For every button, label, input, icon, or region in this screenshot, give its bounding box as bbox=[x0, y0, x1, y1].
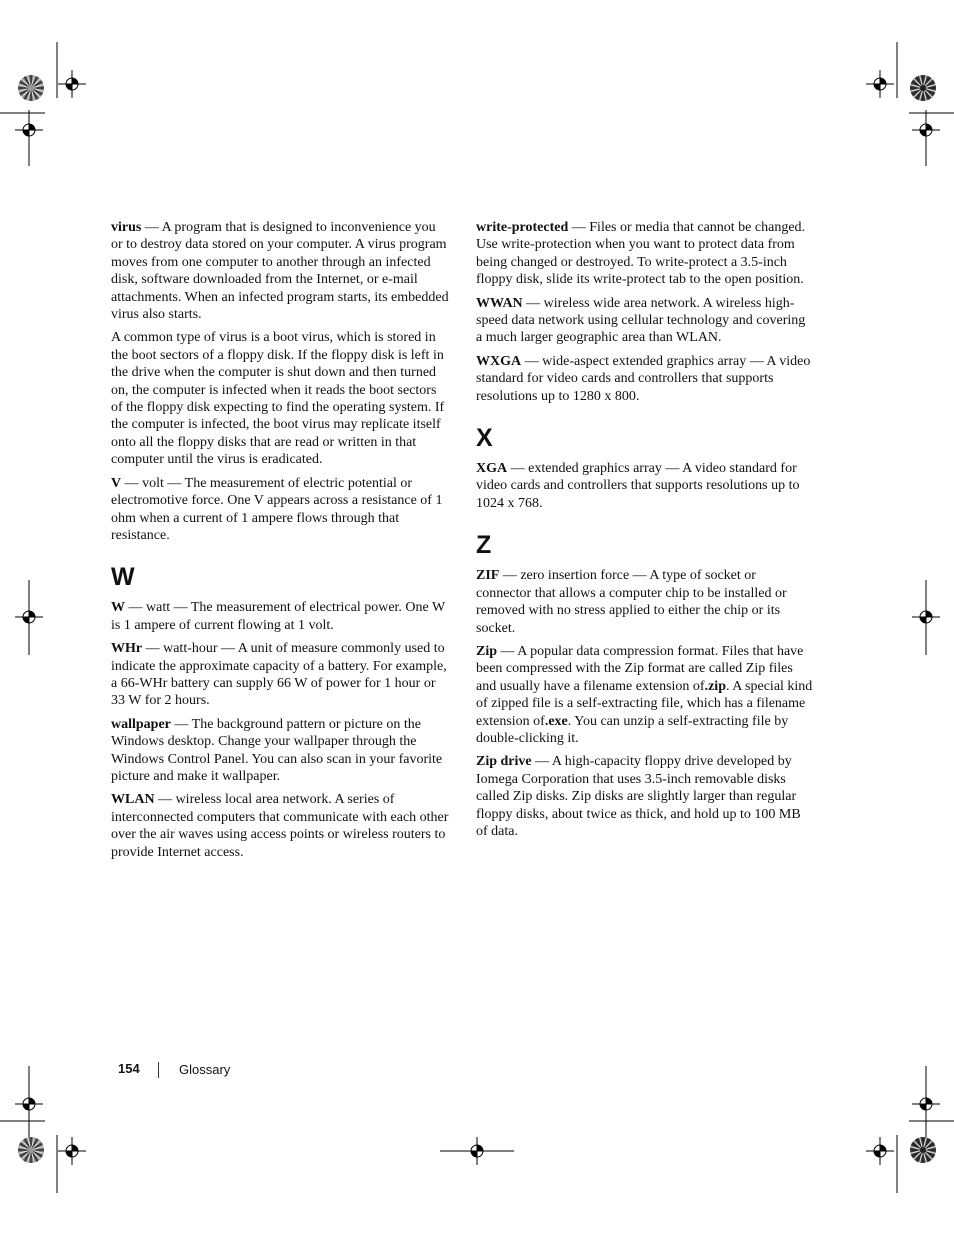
left-column bbox=[111, 219, 449, 867]
entry-write-protected bbox=[476, 219, 814, 289]
entry-term: wallpaper bbox=[111, 716, 171, 732]
footer-divider bbox=[158, 1062, 159, 1078]
entry-definition: — Files or media that cannot be changed. Use write-protection when you want to protect data from being changed or destroyed. To write-protect a 3.5-inch floppy disk, slide its write-protect tab to the open position. bbox=[476, 220, 806, 288]
entry-definition: — A popular data compression format. Files that have been compressed with the Zip format are called Zip files and usually have a filename extension of bbox=[476, 643, 804, 694]
entry-virus-paragraph-2: A common type of virus is a boot virus, which is stored in the boot sectors of a floppy disk. If the floppy disk is left in the drive when the computer is shut down and then turned on, the computer is infected when it reads the boot sectors of the floppy disk expecting to find the operating system. If the computer is infected, the boot virus may replicate itself onto all the floppy disks that are read or written in that computer until the virus is eradicated. bbox=[111, 330, 445, 468]
entry-v bbox=[111, 475, 449, 545]
section-name: Glossary bbox=[179, 1062, 231, 1077]
entry-whr bbox=[111, 640, 449, 710]
entry-definition: — watt-hour — A unit of measure commonly used to indicate the approximate capacity of a battery. For example, a 66-WHr battery can supply 66 W of power for 1 hour or 33 W for 2 hours. bbox=[111, 641, 447, 709]
page-number: 154 bbox=[118, 1061, 140, 1076]
file-extension: .zip bbox=[704, 678, 726, 694]
entry-zif bbox=[476, 567, 814, 637]
entry-definition: . You can unzip a self-extracting file by double-clicking it. bbox=[476, 713, 789, 746]
entry-term: ZIF bbox=[476, 568, 500, 584]
entry-term: V bbox=[111, 475, 122, 491]
entry-term: Zip drive bbox=[476, 754, 532, 770]
color-target-center bbox=[28, 1147, 34, 1153]
color-target-center bbox=[920, 85, 926, 91]
entry-wwan bbox=[476, 295, 814, 347]
section-heading-w: W bbox=[111, 563, 135, 592]
entry-definition: — A high-capacity floppy drive developed by Iomega Corporation that uses 3.5-inch removable disks called Zip disks. Zip disks are slightly larger than regular floppy disks, about twice as thick, and hold up to 100 MB of data. bbox=[476, 754, 801, 839]
entry-term: W bbox=[111, 600, 125, 616]
entry-term: WLAN bbox=[111, 792, 155, 808]
entry-definition: — zero insertion force — A type of socket or connector that allows a computer chip to be installed or removed with no stress applied to either the chip or its socket. bbox=[476, 568, 787, 636]
entry-term: XGA bbox=[476, 461, 508, 477]
entry-definition: . A special kind of zipped file is a self-extracting file, which has a filename extension of bbox=[476, 678, 813, 729]
entry-term: WXGA bbox=[476, 353, 522, 369]
entry-wallpaper bbox=[111, 716, 449, 786]
entry-w bbox=[111, 599, 449, 634]
color-target-center bbox=[920, 1147, 926, 1153]
color-target-center bbox=[28, 85, 34, 91]
entry-definition: — watt — The measurement of electrical power. One W is 1 ampere of current flowing at 1 volt. bbox=[111, 600, 445, 633]
entry-virus bbox=[111, 219, 449, 323]
entry-term: Zip bbox=[476, 643, 498, 659]
entry-definition: — extended graphics array — A video standard for video cards and controllers that supports resolutions up to 1024 x 768. bbox=[476, 461, 800, 511]
section-heading-z: Z bbox=[476, 531, 492, 560]
entry-term: WWAN bbox=[476, 295, 523, 311]
right-column bbox=[476, 219, 814, 846]
entry-definition: — The background pattern or picture on the Windows desktop. Change your wallpaper through the Windows Control Panel. You can also scan in your favorite picture and make it wallpaper. bbox=[111, 716, 443, 784]
entry-definition: — volt — The measurement of electric potential or electromotive force. One V appears across a resistance of 1 ohm when a current of 1 ampere flows through that resistance. bbox=[111, 475, 443, 543]
entry-term: WHr bbox=[111, 641, 143, 657]
entry-wlan bbox=[111, 791, 449, 861]
entry-term: virus bbox=[111, 220, 142, 235]
section-heading-x: X bbox=[476, 424, 493, 453]
entry-wxga bbox=[476, 353, 814, 405]
entry-definition: — A program that is designed to inconvenience you or to destroy data stored on your computer. A virus program moves from one computer to another through an infected disk, software downloaded from the Internet, or e-mail attachments. When an infected program starts, its embedded virus also starts. bbox=[111, 220, 449, 323]
entry-zip bbox=[476, 643, 814, 747]
entry-definition: — wide-aspect extended graphics array — A video standard for video cards and controllers that supports resolutions up to 1280 x 800. bbox=[476, 353, 811, 404]
entry-zip-drive bbox=[476, 753, 814, 840]
entry-xga bbox=[476, 460, 814, 512]
entry-definition: — wireless wide area network. A wireless high-speed data network using cellular technology and covering a much larger geographic area than WLAN. bbox=[476, 295, 806, 346]
file-extension: .exe bbox=[544, 713, 568, 729]
entry-definition: — wireless local area network. A series of interconnected computers that communicate with each other over the air waves using access points or wireless routers to provide Internet access. bbox=[111, 792, 449, 860]
entry-term: write-protected bbox=[476, 220, 569, 235]
